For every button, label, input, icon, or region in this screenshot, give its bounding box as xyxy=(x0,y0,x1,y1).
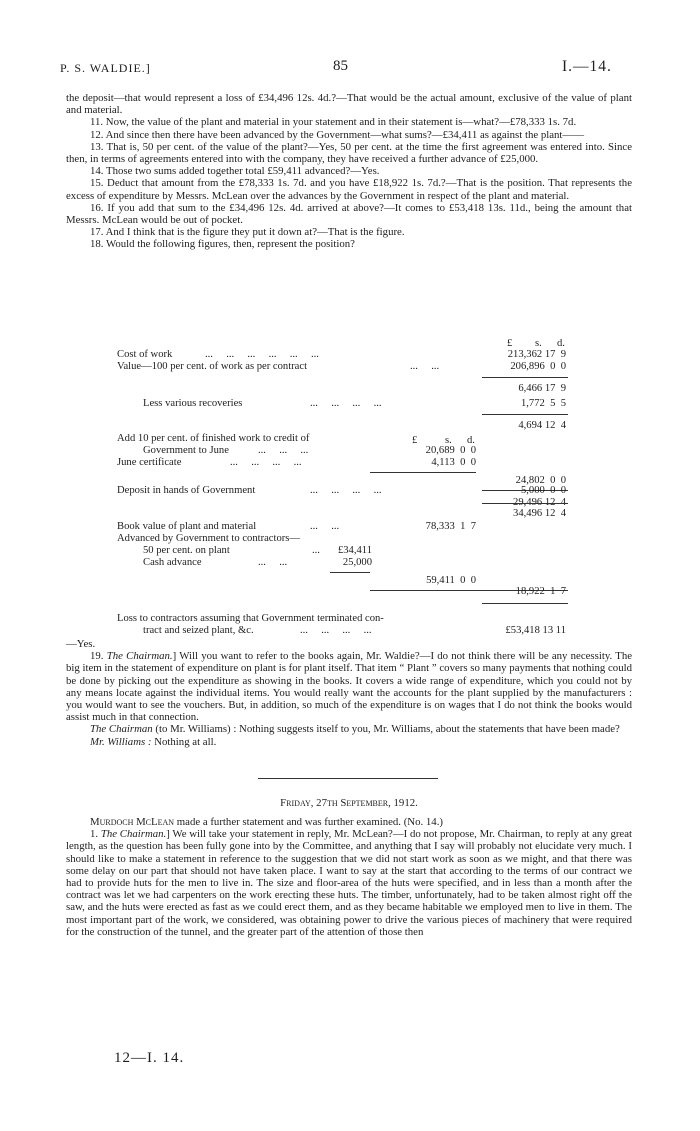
leader-dots: ... ... ... xyxy=(258,445,309,456)
label-fifty-percent-plant: 50 per cent. on plant xyxy=(143,545,230,556)
examination-text xyxy=(66,92,632,251)
paragraph: 11. Now, the value of the plant and material in your statement and in their statement is—what?—£78,333 1s. 7d. xyxy=(90,116,577,129)
subtotal: 4,694 12 4 xyxy=(518,420,566,431)
leader-dots: ... ... xyxy=(310,521,340,532)
sum-rule xyxy=(330,572,370,573)
paragraph: 12. And since then there have been advanced by the Government—what sums?—£34,411 as against the plant—— xyxy=(90,128,585,141)
amount-june-certificate: 4,113 0 0 xyxy=(431,457,476,468)
sum-rule xyxy=(482,603,568,604)
session-date: Friday, 27th September, 1912. xyxy=(280,797,418,809)
leader-dots: ... ... ... ... xyxy=(300,625,372,636)
speaker: Mr. Williams : xyxy=(90,735,152,748)
paragraph: 14. Those two sums added together total £59,411 advanced?—Yes. xyxy=(90,165,380,178)
amount-fifty-percent-plant: £34,411 xyxy=(337,545,372,556)
paragraph: 15. Deduct that amount from the £78,333 1s. 7d. and you have £18,922 1s. 7d.?—That is the position. That represents the excess of expenditure by Messrs. McLean over the advances by the Government in respect of the plant and material. xyxy=(66,177,632,202)
paragraph: 16. If you add that sum to the £34,496 12s. 4d. arrived at above?—It comes to £53,418 13s. 11d., being the amount that Messrs. McLean would be out of pocket. xyxy=(66,201,632,227)
label-government-to-june: Government to June xyxy=(143,445,229,456)
label-recoveries: Less various recoveries xyxy=(143,398,243,409)
williams-remark: Mr. Williams : Nothing at all. xyxy=(90,735,217,748)
label-advanced-by-government: Advanced by Government to contractors— xyxy=(117,533,300,544)
leader-dots: ... ... xyxy=(258,557,288,568)
continued-examination xyxy=(66,638,632,748)
leader-dots: ... ... ... ... xyxy=(310,485,382,496)
speaker: The Chairman. xyxy=(106,650,173,663)
witness-intro: Murdoch McLean made a further statement and was further examined. (No. 14.) xyxy=(90,816,443,828)
subtotal: 24,802 0 0 xyxy=(515,475,566,486)
leader-dots: ... ... ... ... ... ... xyxy=(205,349,319,360)
subtotal: 18,922 1 7 xyxy=(515,586,566,597)
col-head-pence: d. xyxy=(557,338,565,349)
amount-book-value: 78,333 1 7 xyxy=(425,521,476,532)
paragraph: 17. And I think that is the figure they put it down at?—That is the figure. xyxy=(90,226,405,239)
col-head-pounds: £ xyxy=(507,338,513,349)
col-head-shillings: s. xyxy=(535,338,542,349)
leader-dots: ... ... ... ... xyxy=(310,398,382,409)
subtotal: 29,496 12 4 xyxy=(513,497,566,508)
label-cash-advance: Cash advance xyxy=(143,557,202,568)
answer-yes: —Yes. xyxy=(66,638,96,650)
sum-rule xyxy=(482,414,568,415)
leader-dots: ... xyxy=(312,545,320,556)
label-cost-of-work: Cost of work xyxy=(117,349,173,360)
subtotal: 6,466 17 9 xyxy=(518,383,566,394)
label-value-of-work: Value—100 per cent. of work as per contract xyxy=(117,361,308,372)
sum-rule xyxy=(482,377,568,378)
label-book-value: Book value of plant and material xyxy=(117,521,257,532)
signature-mark: 12—I. 14. xyxy=(114,1050,185,1066)
subtotal: 34,496 12 4 xyxy=(513,508,566,519)
inner-col-head-pounds: £ xyxy=(412,435,418,446)
new-day-examination xyxy=(66,816,632,938)
inner-col-head-shillings: s. xyxy=(445,435,452,446)
header-witness: P. S. WALDIE.] xyxy=(60,61,151,75)
paragraph: 18. Would the following figures, then, represent the position? xyxy=(90,238,355,251)
document-reference: I.—14. xyxy=(562,58,612,75)
amount-cash-advance: 25,000 xyxy=(342,557,372,568)
sum-rule xyxy=(370,472,476,473)
leader-dots: ... ... ... ... xyxy=(230,457,302,468)
question-19: 19. The Chairman.] Will you want to refer to the books again, Mr. Waldie?—I do not think there will be any necessity. The big item in the statement of expenditure on plant is for plant itself. That item “ Plant ” covers so many payments that nothing could be done by picking out the expenditure as showing in the books. It covers a wide range of expenditure, which you could not by any means locate against the individual items. You would really want the accounts for the plant supplied by the manufacturers : you would want to see the vouchers. But, in addition, so much of the expenditure is on wages that I do not think the books would assist much in that connection. xyxy=(66,650,633,724)
amount-recoveries: 1,772 5 5 xyxy=(520,398,566,409)
page-number: 85 xyxy=(333,58,348,74)
inner-col-head-pence: d. xyxy=(467,435,475,446)
subtotal-advances: 59,411 0 0 xyxy=(426,575,476,586)
speaker: The Chairman xyxy=(90,723,153,736)
amount-loss-total: £53,418 13 11 xyxy=(505,625,566,636)
witness-name: Murdoch McLean xyxy=(90,816,175,828)
amount-cost-of-work: 213,362 17 9 xyxy=(507,349,566,360)
label-add-ten-percent: Add 10 per cent. of finished work to credit of xyxy=(117,433,310,444)
amount-add-ten-percent: 20,689 0 0 xyxy=(425,445,476,456)
label-deposit: Deposit in hands of Government xyxy=(117,485,256,496)
label-seized-plant: tract and seized plant, &c. xyxy=(143,625,254,636)
amount-deposit: 5,000 0 0 xyxy=(520,485,566,496)
sum-rule xyxy=(482,503,568,504)
section-divider xyxy=(258,778,438,779)
question-1: 1. The Chairman.] We will take your statement in reply, Mr. McLean?—I do not propose, Mr. Chairman, to reply at any great length, as the question has been fully gone into by the Committee, and anything that I say will probably not elucidate very much. I should like to make a statement in reference to the suggestion that we did not start work as soon as we might, and that there was some delay on our part that should not have taken place. I want to say at the start that according to the terms of our contract we had to provide huts for the men to live in. The size and floor-area of the huts were specified, and in less than a month after the contract was let we had carpenters on the work erecting these huts. The timber, unfortunately, had to be taken almost right off the saw, and the huts were erected as fast as we could erect them, and as they became habitable we employed men to live in them. The most important part of the work, we considered, was obtaining power to drive the various pieces of machinery that were required for the construction of the tunnel, and the greater part of the attention of those then xyxy=(66,828,633,938)
speaker: The Chairman. xyxy=(100,828,167,841)
paragraph: 13. That is, 50 per cent. of the value of the plant?—Yes, 50 per cent. at the time the first agreement was entered into. Since then, in terms of agreements entered into with the company, they have received a further advance of £25,000. xyxy=(66,140,632,166)
paragraph: the deposit—that would represent a loss of £34,496 12s. 4d.?—That would be the actual amount, exclusive of the value of plant and material. xyxy=(66,92,632,117)
leader-dots: ... ... xyxy=(410,361,440,372)
label-loss-to-contractors: Loss to contractors assuming that Government terminated con- xyxy=(117,613,384,624)
chairman-remark: The Chairman (to Mr. Williams) : Nothing suggests itself to you, Mr. Williams, about the statements that have been made? xyxy=(90,723,620,736)
label-june-certificate: June certificate xyxy=(117,457,182,468)
amount-value-of-work: 206,896 0 0 xyxy=(510,361,566,372)
